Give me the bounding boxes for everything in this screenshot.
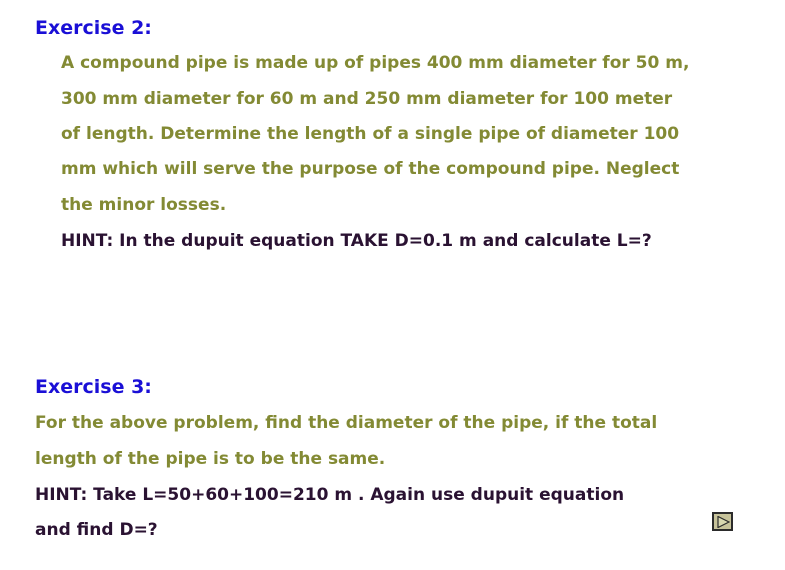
exercise-3-text-line-2: length of the pipe is to be the same. (35, 449, 386, 469)
exercise-2-text-line-2: 300 mm diameter for 60 m and 250 mm diameter for 100 meter (61, 89, 673, 109)
exercise-2-text-line-5: the minor losses. (61, 195, 227, 215)
exercise-3-text-line-1: For the above problem, find the diameter of the pipe, if the total (35, 413, 658, 433)
next-slide-button[interactable] (712, 512, 733, 531)
exercise-2-title: Exercise 2: (35, 17, 152, 39)
exercise-2-text-line-4: mm which will serve the purpose of the compound pipe. Neglect (61, 159, 680, 179)
exercise-2-text-line-1: A compound pipe is made up of pipes 400 mm diameter for 50 m, (61, 53, 690, 73)
exercise-2-text-line-3: of length. Determine the length of a single pipe of diameter 100 (61, 124, 680, 144)
exercise-2-hint: HINT: In the dupuit equation TAKE D=0.1 m and calculate L=? (61, 231, 652, 251)
exercise-3-hint-line-1: HINT: Take L=50+60+100=210 m . Again use dupuit equation (35, 485, 625, 505)
exercise-3-hint-line-2: and find D=? (35, 520, 158, 540)
play-next-icon (717, 516, 730, 528)
exercise-3-title: Exercise 3: (35, 376, 152, 398)
